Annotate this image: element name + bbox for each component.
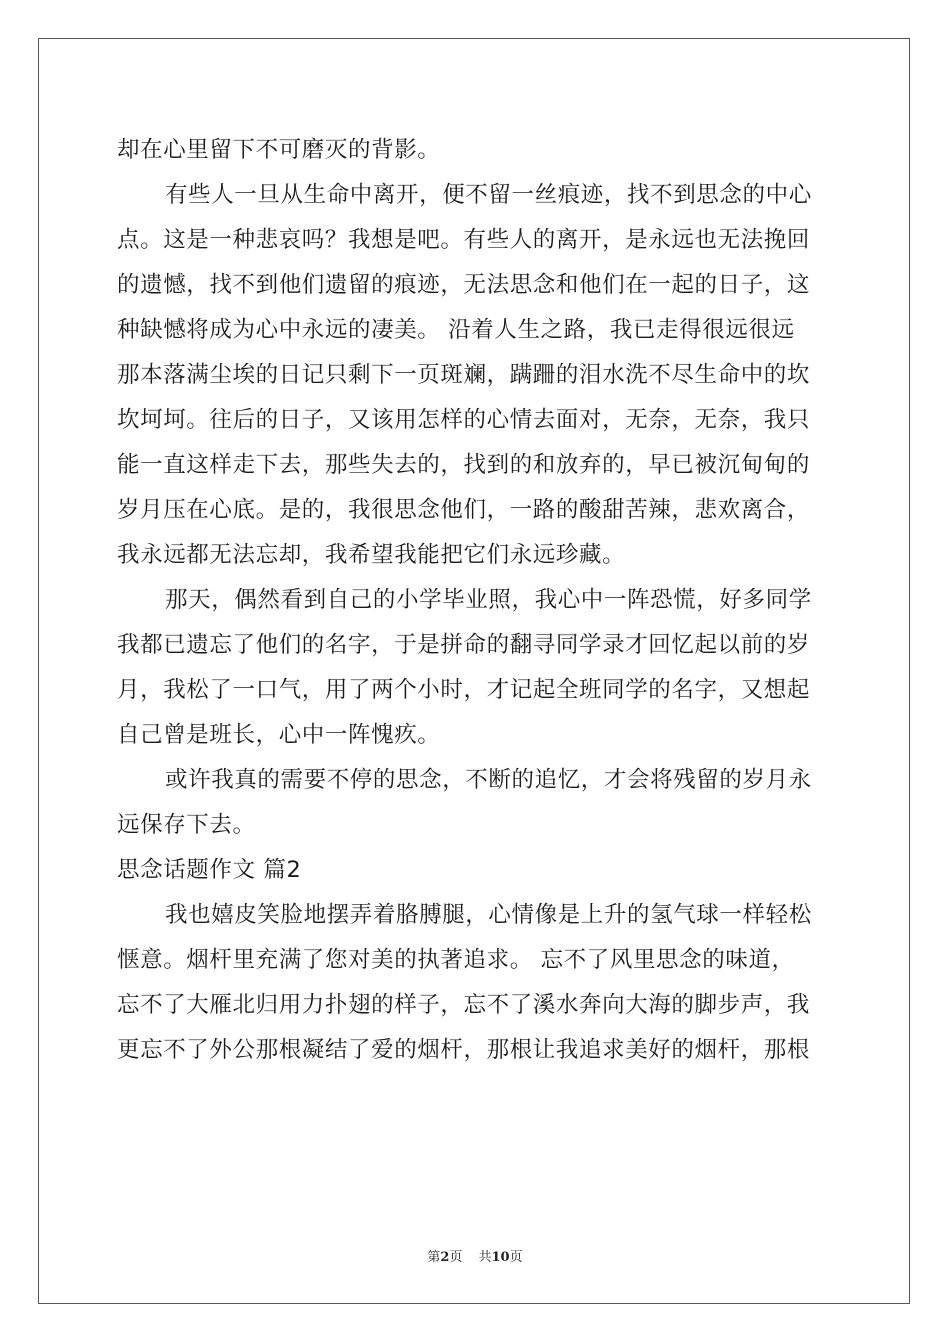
- page-footer: [0, 1246, 950, 1265]
- text-line: 自己曾是班长，心中一阵愧疚。: [117, 722, 441, 748]
- text-line: 思念话题作文 篇2: [117, 857, 302, 883]
- text-line: 岁月压在心底。是的，我很思念他们，一路的酸甜苦辣，悲欢离合，: [117, 497, 811, 523]
- text-line: 更忘不了外公那根凝结了爱的烟杆，那根让我追求美好的烟杆，那根: [117, 1037, 811, 1063]
- text-line: 的遗憾，找不到他们遗留的痕迹，无法思念和他们在一起的日子，这: [117, 272, 811, 298]
- current-page-number: 2: [440, 1250, 450, 1265]
- text-line: 惬意。烟杆里充满了您对美的执著追求。 忘不了风里思念的味道，: [117, 947, 795, 973]
- text-line: 我也嬉皮笑脸地摆弄着胳膊腿，心情像是上升的氢气球一样轻松: [165, 902, 812, 928]
- text-line: 那本落满尘埃的日记只剩下一页斑斓，蹒跚的泪水洗不尽生命中的坎: [117, 362, 811, 388]
- total-page-number: 10: [491, 1250, 510, 1265]
- total-pages-label: 共10页: [478, 1250, 523, 1265]
- text-line: 点。这是一种悲哀吗？我想是吧。有些人的离开，是永远也无法挽回: [117, 227, 811, 253]
- text-line: 我都已遗忘了他们的名字，于是拼命的翻寻同学录才回忆起以前的岁: [117, 632, 811, 658]
- page-number-label: 第2页: [427, 1250, 463, 1265]
- text-line: 我永远都无法忘却，我希望我能把它们永远珍藏。: [117, 542, 626, 568]
- text-line: 那天，偶然看到自己的小学毕业照，我心中一阵恐慌，好多同学: [165, 587, 812, 613]
- text-line: 有些人一旦从生命中离开，便不留一丝痕迹，找不到思念的中心: [165, 182, 812, 208]
- text-line: 月，我松了一口气，用了两个小时，才记起全班同学的名字，又想起: [117, 677, 811, 703]
- text-line: 远保存下去。: [117, 812, 256, 838]
- text-line: 种缺憾将成为心中永远的凄美。 沿着人生之路，我已走得很远很远: [117, 317, 795, 343]
- text-line: 坎坷坷。往后的日子，又该用怎样的心情去面对，无奈，无奈，我只: [117, 407, 811, 433]
- text-line: 或许我真的需要不停的思念，不断的追忆，才会将残留的岁月永: [165, 767, 812, 793]
- text-line: 能一直这样走下去，那些失去的，找到的和放弃的，早已被沉甸甸的: [117, 452, 811, 478]
- text-line: 却在心里留下不可磨灭的背影。: [117, 137, 441, 163]
- text-line: 忘不了大雁北归用力扑翅的样子，忘不了溪水奔向大海的脚步声，我: [117, 992, 811, 1018]
- document-body: [117, 128, 833, 1073]
